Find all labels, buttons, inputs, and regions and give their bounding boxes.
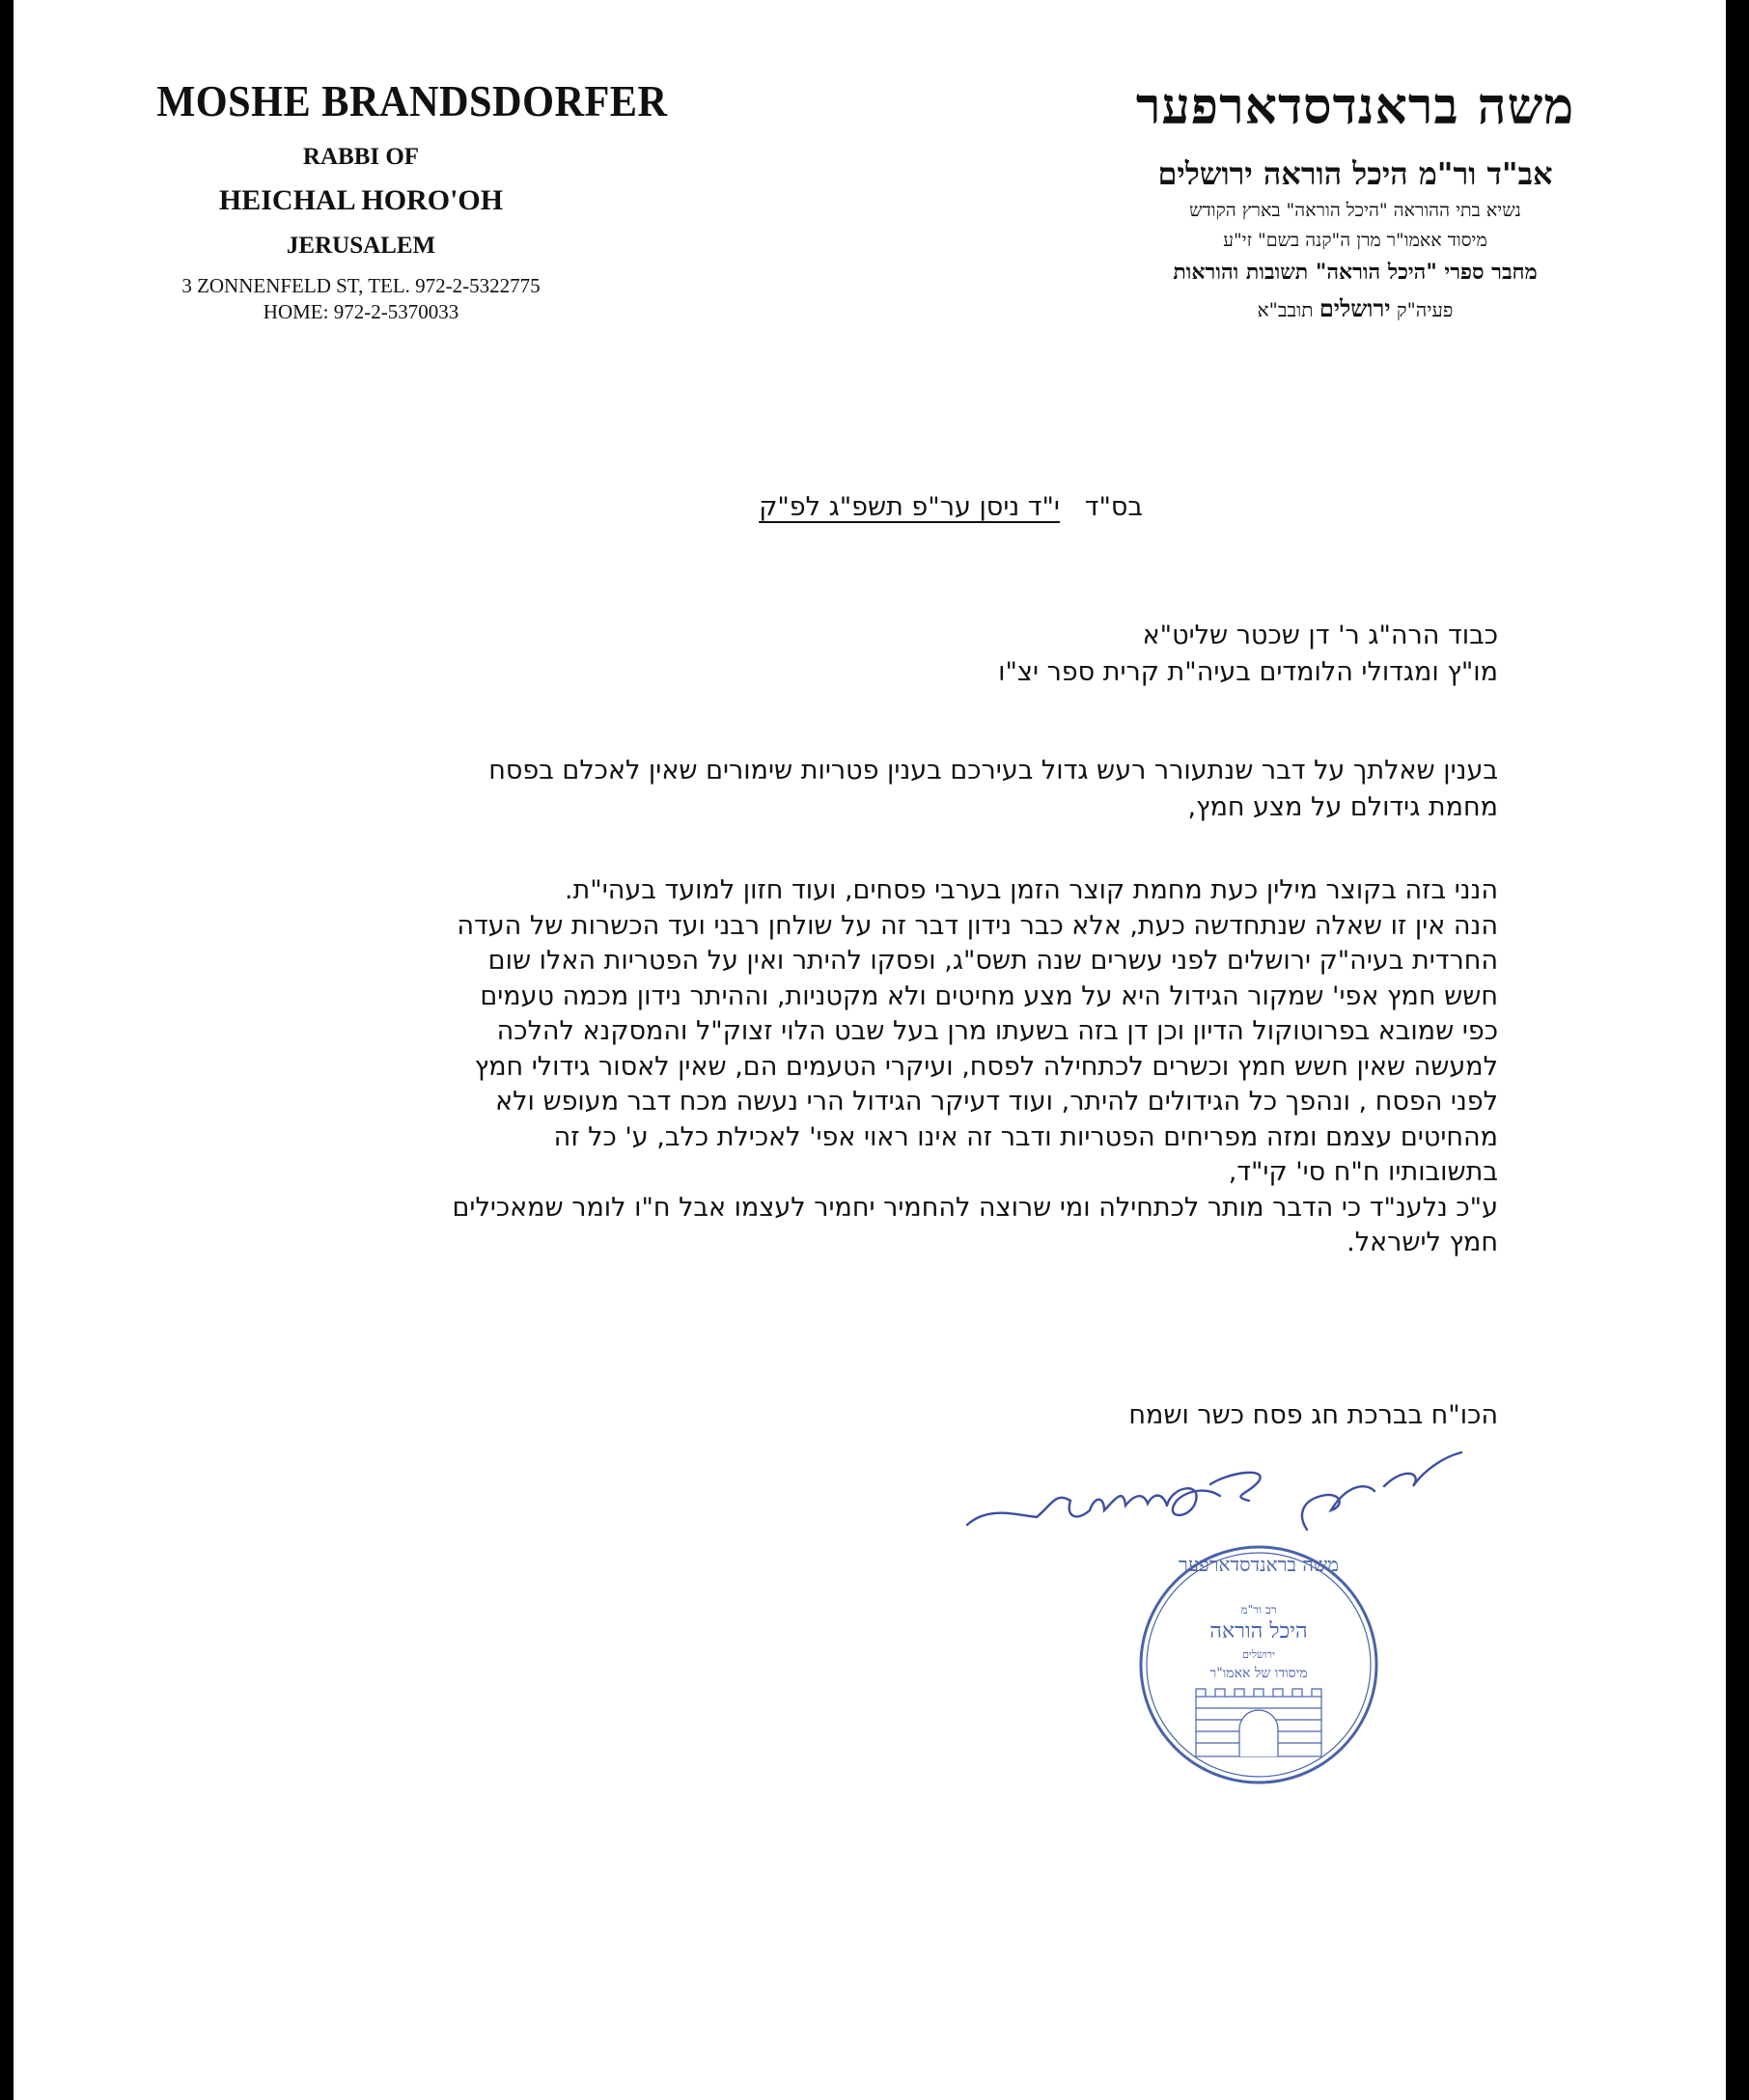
stamp-icon [1141,1547,1376,1782]
svg-text:משה בראנדסדארפער: משה בראנדסדארפער [1179,1553,1339,1576]
hebrew-role: אב"ד ור"מ היכל הוראה ירושלים [1157,155,1553,192]
paragraph-line: חשש חמץ אפי' שמקור הגידול היא על מצע מחיטים ולא מקטניות, וההיתר נידון מכמה טעמים [480,981,1498,1011]
hebrew-line-3: מחבר ספרי "היכל הוראה" תשובות והוראות [1173,260,1538,285]
paragraph-line: ע"כ נלענ"ד כי הדבר מותר לכתחילה ומי שרוצה להחמיר יחמיר לעצמו אבל ח"ו לומר שמאכילים [452,1192,1498,1223]
paragraph-line: חמץ לישראל. [1346,1228,1498,1257]
paragraph-2 [272,873,1498,1261]
paragraph-line: מהחיטים עצמם ומזה מפריחים הפטריות ודבר זה אינו ראוי אפי' לאכילת כלב, ע' כל זה [553,1121,1498,1152]
english-address: 3 ZONNENFELD ST, TEL. 972-2-5322775 [181,274,541,297]
english-name: MOSHE BRANDSDORFER [156,76,668,125]
hebrew-name: משה בראנדסדארפער [1135,77,1575,136]
paragraph-line: הנה אין זו שאלה שנתחדשה כעת, אלא כבר נידון דבר זה על שולחן רבני ועד הכשרות של העדה [457,910,1498,941]
hebrew-line-4-suffix: תובב"א [1257,298,1314,321]
paragraph-line: לפני הפסח , ונהפך כל הגידולים להיתר, ועוד דעיקר הגידול הרי נעשה מכח דבר מעופש ולא [495,1087,1498,1117]
addressee-line-1: כבוד הרה"ג ר' דן שכטר שליט"א [1142,621,1498,650]
paragraph-line: הנני בזה בקוצר מילין כעת מחמת קוצר הזמן בערבי פסחים, ועוד חזון למועד בעהי"ת. [564,875,1498,905]
bsd-mark: בס"ד [1084,492,1143,522]
english-home-phone: HOME: 972-2-5370033 [263,300,459,323]
paragraph-line: מחמת גידולם על מצע חמץ, [1187,792,1498,822]
letter-date [689,492,1143,522]
english-institution: HEICHAL HORO'OH [218,184,504,216]
svg-text:היכל הוראה: היכל הוראה [1209,1619,1308,1644]
paragraph-line: בתשובותיו ח"ח סי' קי"ד, [1228,1157,1498,1187]
hebrew-line-4 [1085,294,1625,323]
paragraph-line: למעשה שאין חשש חמץ וכשרים לכתחילה לפסח, ועיקרי הטעמים הם, שאין לאסור גידולי חמץ [474,1051,1498,1082]
svg-text:ירושלים: ירושלים [1242,1648,1275,1661]
english-city: JERUSALEM [286,233,436,259]
paragraph-line: החרדית בעיה"ק ירושלים לפני עשרים שנה תשס"ג, ופסקו להיתר ואין על הפטריות האלו שום [487,946,1498,976]
hebrew-line-4-prefix: פעיה"ק [1396,298,1454,321]
handwritten-signature-icon [959,1448,1500,1805]
hebrew-letterhead [1085,77,1625,323]
svg-text:רב ור"מ: רב ור"מ [1240,1603,1277,1616]
closing-line: הכו"ח בברכת חג פסח כשר ושמח [1128,1400,1498,1430]
english-title: RABBI OF [302,144,420,170]
svg-text:מיסודו של אאמו"ר: מיסודו של אאמו"ר [1209,1666,1308,1681]
paragraph-1 [272,753,1498,826]
english-letterhead [139,75,668,325]
letter-page [14,0,1726,2100]
addressee [834,618,1498,691]
paragraph-line: כפי שמובא בפרוטוקול הדיון וכן דן בזה בשעתו מרן בעל שבט הלוי זצוק"ל והמסקנא להלכה [496,1016,1498,1046]
addressee-line-2: מו"ץ ומגדולי הלומדים בעיה"ת קרית ספר יצ"ו [998,657,1498,687]
paragraph-line: בענין שאלתך על דבר שנתעורר רעש גדול בעירכם בענין פטריות שימורים שאין לאכלם בפסח [488,756,1498,786]
hebrew-line-1: נשיא בתי ההוראה "היכל הוראה" בארץ הקודש [1189,200,1521,221]
signature-and-stamp [959,1448,1500,1805]
hebrew-line-4-city: ירושלים [1319,294,1391,322]
date-text: י"ד ניסן ער"פ תשפ"ג לפ"ק [759,492,1060,522]
hebrew-line-2: מיסוד אאמו"ר מרן ה"קנה בשם" זי"ע [1223,230,1487,251]
